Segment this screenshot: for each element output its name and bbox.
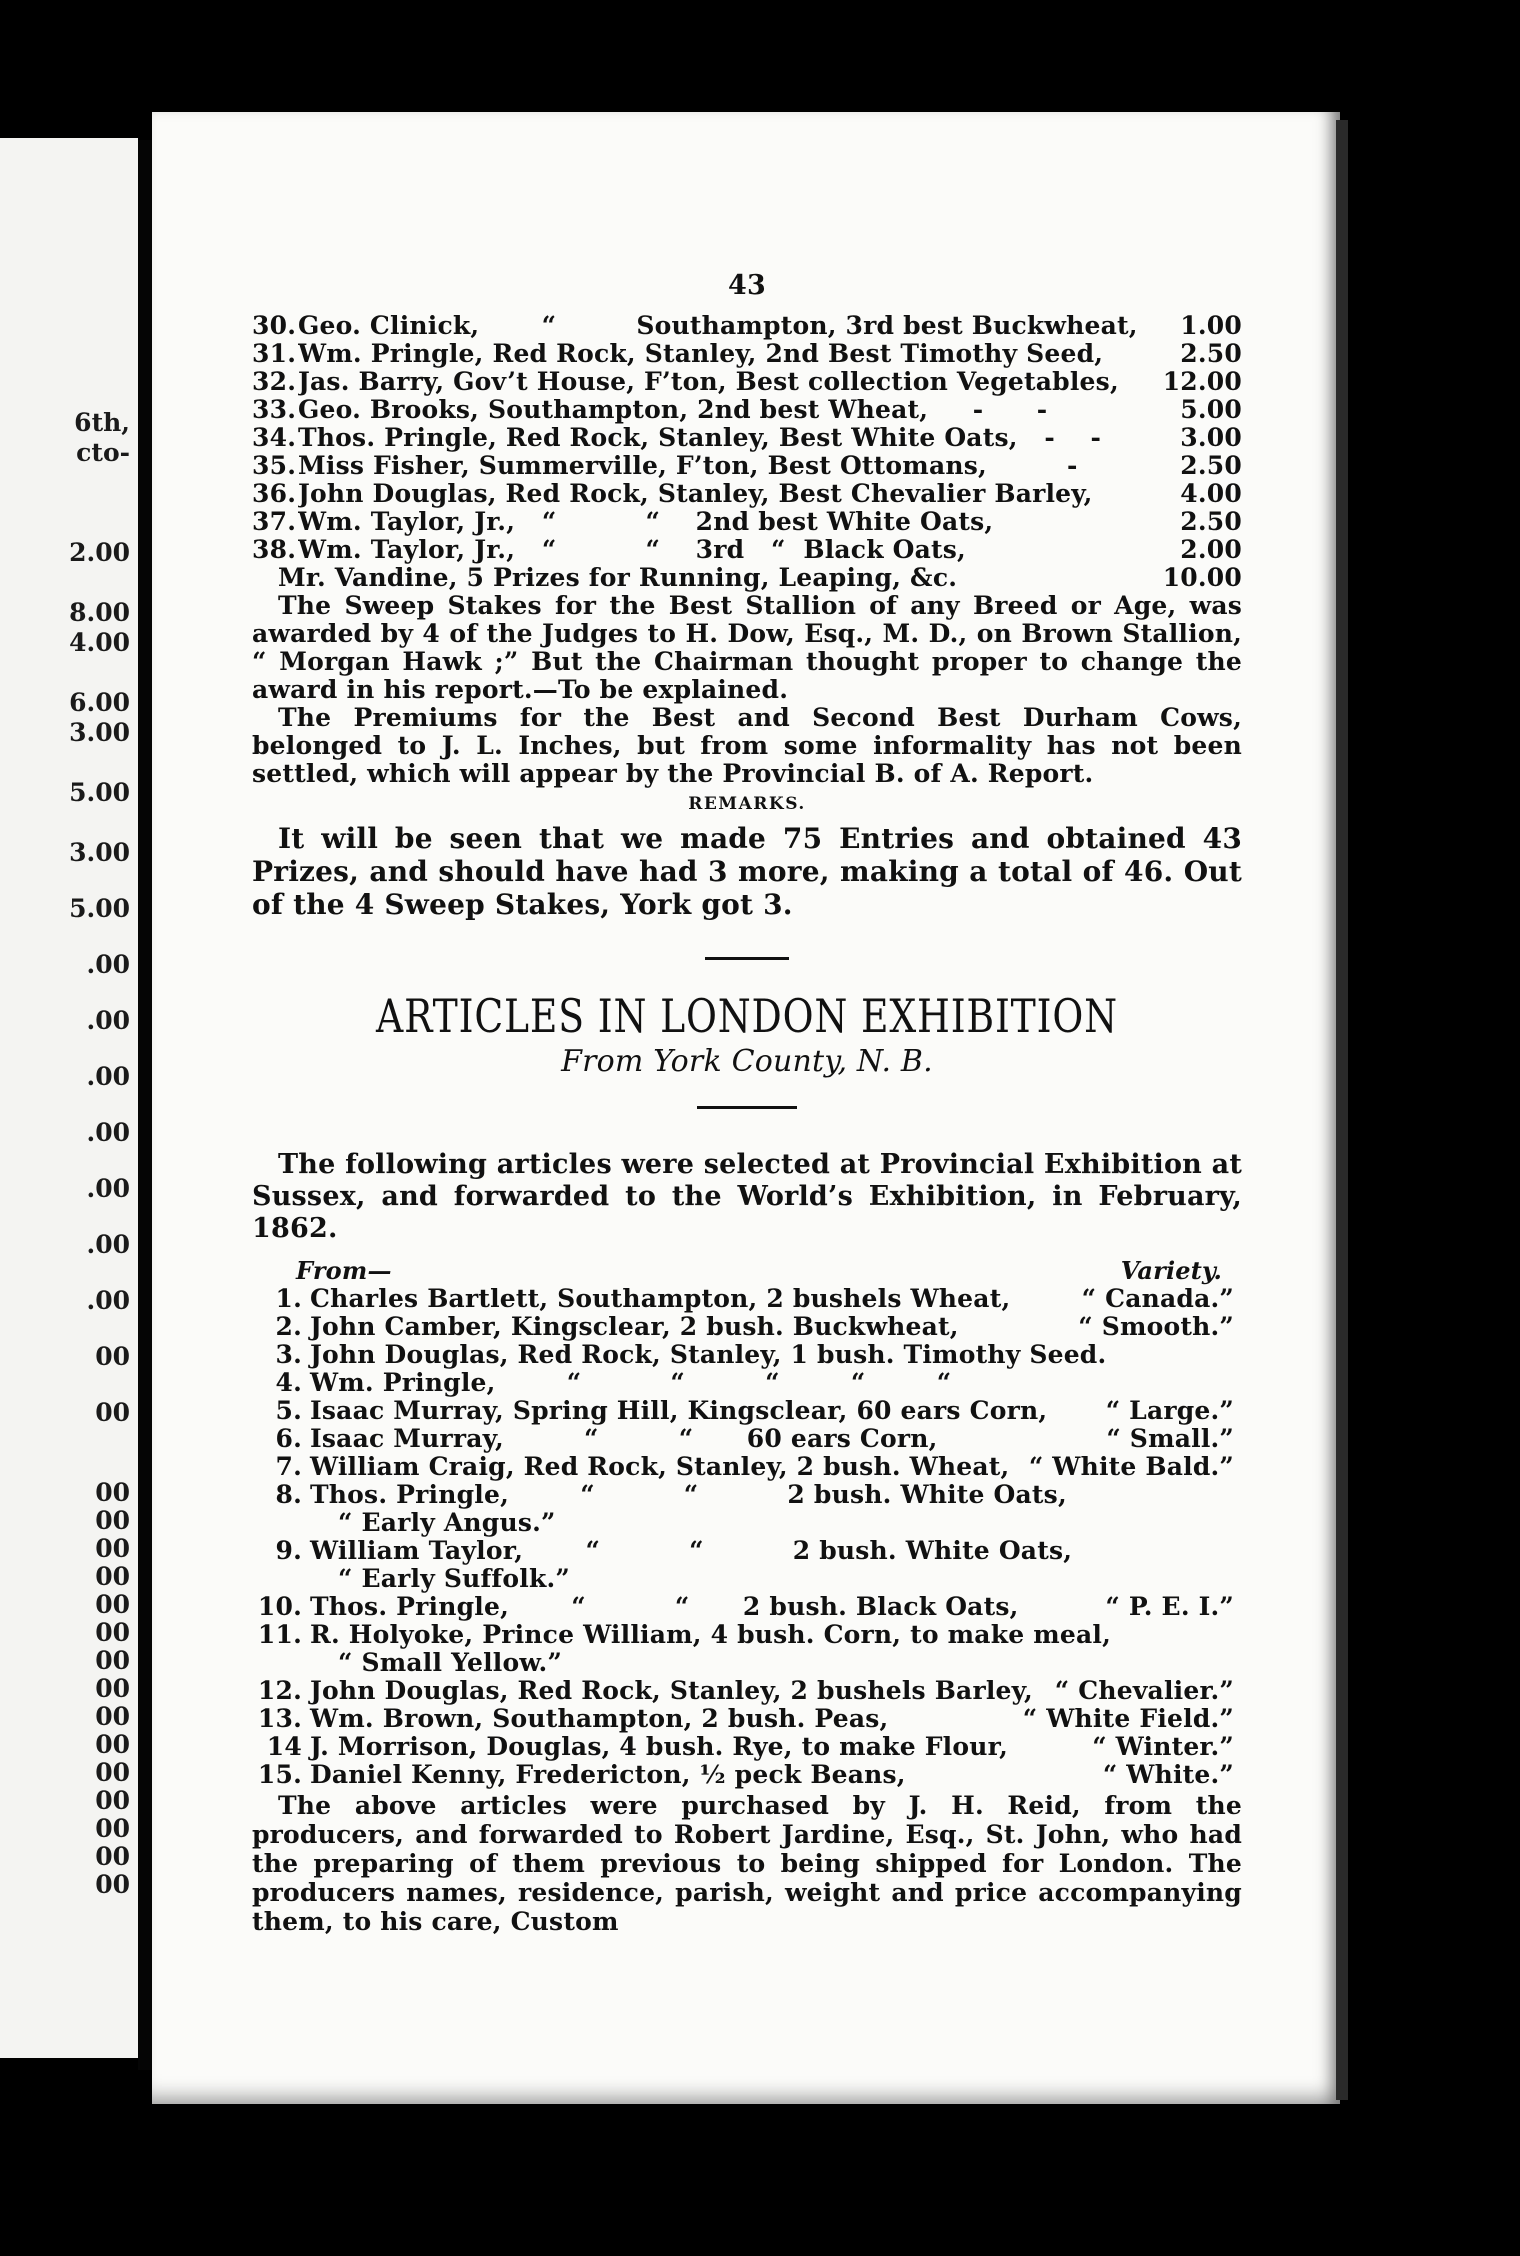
left-page-fragment: 00 [95, 1674, 130, 1703]
prize-text: Wm. Taylor, Jr., “ “ 3rd “ Black Oats, [298, 536, 966, 564]
left-page-fragment: 2.00 [69, 538, 130, 567]
article-number: 10. [257, 1592, 302, 1621]
prize-text: John Douglas, Red Rock, Stanley, Best Chevalier Barley, [298, 480, 1093, 508]
left-page-fragment: 00 [95, 1618, 130, 1647]
article-variety: “ P. E. I.” [1105, 1592, 1234, 1621]
prize-text: Miss Fisher, Summerville, F’ton, Best Ottomans, - [298, 452, 1078, 480]
vandine-text: Mr. Vandine, 5 Prizes for Running, Leaping, &c. [278, 564, 958, 592]
article-text: J. Morrison, Douglas, 4 bush. Rye, to make Flour, [310, 1732, 1009, 1761]
article-number: 4. [275, 1368, 302, 1397]
left-page-fragment: 00 [95, 1646, 130, 1675]
prize-amount: 5.00 [1180, 395, 1242, 424]
article-row [252, 1425, 1242, 1453]
article-text: William Taylor, “ “ 2 bush. White Oats, [310, 1536, 1073, 1565]
prize-number: 32. [252, 367, 297, 396]
article-text: Isaac Murray, Spring Hill, Kingsclear, 60 ears Corn, [310, 1396, 1048, 1425]
articles-list [252, 1285, 1242, 1789]
prize-row [252, 312, 1242, 340]
prize-row [252, 508, 1242, 536]
column-variety: Variety. [1120, 1256, 1222, 1285]
article-variety: “ White Bald.” [1028, 1452, 1234, 1481]
divider-rule-2 [697, 1106, 797, 1109]
article-text: John Douglas, Red Rock, Stanley, 1 bush. Timothy Seed. [310, 1340, 1107, 1369]
prize-number: 33. [252, 395, 297, 424]
left-page-fragment: 3.00 [69, 718, 130, 747]
article-number: 5. [275, 1396, 302, 1425]
left-page-fragment: 00 [95, 1562, 130, 1591]
prize-row [252, 396, 1242, 424]
prize-amount: 2.00 [1180, 535, 1242, 564]
article-row [252, 1761, 1242, 1789]
article-text: R. Holyoke, Prince William, 4 bush. Corn, to make meal, [310, 1620, 1111, 1649]
prize-number: 38. [252, 535, 297, 564]
article-number: 15. [257, 1760, 302, 1789]
article-number: 11. [257, 1620, 302, 1649]
left-page-fragment: 00 [95, 1870, 130, 1899]
left-page-fragment: 8.00 [69, 598, 130, 627]
article-variety-continuation: “ Early Suffolk.” [338, 1564, 570, 1593]
article-text: Thos. Pringle, “ “ 2 bush. Black Oats, [310, 1592, 1019, 1621]
column-from: From— [296, 1256, 392, 1285]
prize-amount: 3.00 [1180, 423, 1242, 452]
left-page-fragment: 5.00 [69, 778, 130, 807]
prize-list [252, 312, 1242, 564]
article-row [252, 1593, 1242, 1621]
prize-text: Wm. Taylor, Jr., “ “ 2nd best White Oats, [298, 508, 994, 536]
prize-text: Geo. Clinick, “ Southampton, 3rd best Buckwheat, [298, 312, 1138, 340]
prize-amount: 1.00 [1180, 311, 1242, 340]
section-heading: ARTICLES IN LONDON EXHIBITION [376, 989, 1118, 1043]
left-page-fragment: .00 [86, 1286, 130, 1315]
left-page-fragment: .00 [86, 1230, 130, 1259]
article-row [252, 1285, 1242, 1313]
article-variety-continuation: “ Small Yellow.” [338, 1648, 563, 1677]
vandine-row [252, 564, 1242, 592]
article-row [252, 1369, 1242, 1397]
prize-number: 35. [252, 451, 297, 480]
article-variety: “ Smooth.” [1078, 1312, 1234, 1341]
prize-text: Wm. Pringle, Red Rock, Stanley, 2nd Best Timothy Seed, [298, 340, 1104, 368]
left-page-fragment: 00 [95, 1758, 130, 1787]
left-page-fragment: 4.00 [69, 628, 130, 657]
left-page-fragment: 5.00 [69, 894, 130, 923]
article-row [252, 1621, 1242, 1649]
prize-number: 34. [252, 423, 297, 452]
left-page-fragment: 00 [95, 1398, 130, 1427]
left-page-fragment: 3.00 [69, 838, 130, 867]
intro-paragraph: The following articles were selected at Provincial Exhibition at Sussex, and forwarded to the World’s Exhibition, in February, 1862. [252, 1149, 1242, 1244]
left-page-fragment: 00 [95, 1478, 130, 1507]
article-row [252, 1677, 1242, 1705]
article-number: 12. [257, 1676, 302, 1705]
page-edge [1336, 120, 1348, 2100]
prize-number: 30. [252, 311, 297, 340]
left-page-fragment: 6th, [74, 408, 130, 437]
article-variety: “ Chevalier.” [1054, 1676, 1234, 1705]
page-number: 43 [728, 270, 766, 301]
article-row [252, 1397, 1242, 1425]
document-page [152, 112, 1340, 2104]
left-page-fragment: 00 [95, 1786, 130, 1815]
left-page-fragment: .00 [86, 1174, 130, 1203]
column-headers [252, 1257, 1242, 1285]
prize-amount: 4.00 [1180, 479, 1242, 508]
article-number: 3. [275, 1340, 302, 1369]
left-page-fragment: cto- [76, 438, 130, 467]
vandine-amount: 10.00 [1162, 563, 1242, 592]
remarks-heading: REMARKS. [688, 794, 806, 814]
premiums-paragraph: The Premiums for the Best and Second Best Durham Cows, belonged to J. L. Inches, but from some informality has not been settled, which will appear by the Provincial B. of A. Report. [252, 703, 1242, 788]
article-number: 6. [275, 1424, 302, 1453]
left-page-fragment: .00 [86, 1118, 130, 1147]
left-page-fragment: .00 [86, 950, 130, 979]
article-number: 8. [275, 1480, 302, 1509]
left-facing-page [0, 138, 138, 2058]
left-page-fragment: 00 [95, 1534, 130, 1563]
article-variety: “ Canada.” [1081, 1284, 1234, 1313]
article-text: Wm. Brown, Southampton, 2 bush. Peas, [310, 1704, 889, 1733]
article-variety: “ White.” [1102, 1760, 1234, 1789]
prize-text: Jas. Barry, Gov’t House, F’ton, Best collection Vegetables, [298, 368, 1119, 396]
prize-row [252, 452, 1242, 480]
prize-number: 37. [252, 507, 297, 536]
left-page-fragment: 00 [95, 1506, 130, 1535]
article-row [252, 1453, 1242, 1481]
prize-row [252, 340, 1242, 368]
article-text: Charles Bartlett, Southampton, 2 bushels Wheat, [310, 1284, 1011, 1313]
closing-paragraph: The above articles were purchased by J. H. Reid, from the producers, and forwarded to Robert Jardine, Esq., St. John, who had the preparing of them previous to being shipped for London. The producers names, residence, parish, weight and price accompanying them, to his care, Custom [252, 1791, 1242, 1936]
article-number: 13. [257, 1704, 302, 1733]
article-number: 7. [275, 1452, 302, 1481]
article-variety: “ Winter.” [1092, 1732, 1234, 1761]
left-page-fragment: 00 [95, 1730, 130, 1759]
prize-amount: 2.50 [1180, 339, 1242, 368]
article-number: 1. [275, 1284, 302, 1313]
article-row [252, 1733, 1242, 1761]
prize-row [252, 424, 1242, 452]
article-number: 2. [275, 1312, 302, 1341]
section-subheading: From York County, N. B. [561, 1044, 933, 1079]
left-page-fragment: 00 [95, 1814, 130, 1843]
remarks-paragraph: It will be seen that we made 75 Entries and obtained 43 Prizes, and should have had 3 more, making a total of 46. Out of the 4 Sweep Stakes, York got 3. [252, 822, 1242, 921]
left-page-fragment: 00 [95, 1842, 130, 1871]
article-variety: “ Large.” [1105, 1396, 1234, 1425]
article-text: John Camber, Kingsclear, 2 bush. Buckwheat, [310, 1312, 959, 1341]
prize-text: Geo. Brooks, Southampton, 2nd best Wheat, - - [298, 396, 1048, 424]
article-row [252, 1537, 1242, 1565]
sweep-stakes-paragraph: The Sweep Stakes for the Best Stallion of any Breed or Age, was awarded by 4 of the Judges to H. Dow, Esq., M. D., on Brown Stallion, “ Morgan Hawk ;” But the Chairman thought proper to change the award in his report.—To be explained. [252, 591, 1242, 704]
divider-rule [705, 957, 789, 960]
article-row [252, 1313, 1242, 1341]
prize-number: 36. [252, 479, 297, 508]
prize-row [252, 480, 1242, 508]
prize-amount: 2.50 [1180, 451, 1242, 480]
article-text: Daniel Kenny, Fredericton, ½ peck Beans, [310, 1760, 906, 1789]
prize-row [252, 368, 1242, 396]
left-page-fragment: 00 [95, 1342, 130, 1371]
prize-amount: 12.00 [1162, 367, 1242, 396]
article-row [252, 1705, 1242, 1733]
prize-text: Thos. Pringle, Red Rock, Stanley, Best White Oats, - - [298, 424, 1102, 452]
article-variety: “ Small.” [1106, 1424, 1234, 1453]
article-text: Isaac Murray, “ “ 60 ears Corn, [310, 1424, 938, 1453]
article-variety-continuation: “ Early Angus.” [338, 1508, 556, 1537]
article-number: 9. [275, 1536, 302, 1565]
left-page-fragment: 00 [95, 1702, 130, 1731]
article-variety: “ White Field.” [1022, 1704, 1234, 1733]
article-text: Thos. Pringle, “ “ 2 bush. White Oats, [310, 1480, 1067, 1509]
prize-amount: 2.50 [1180, 507, 1242, 536]
article-text: John Douglas, Red Rock, Stanley, 2 bushels Barley, [310, 1676, 1033, 1705]
article-row [252, 1481, 1242, 1509]
prize-row [252, 536, 1242, 564]
article-text: Wm. Pringle, “ “ “ “ “ [310, 1368, 952, 1397]
prize-number: 31. [252, 339, 297, 368]
article-number: 14 [266, 1732, 302, 1761]
page-gutter [138, 140, 152, 2070]
left-page-fragment: 6.00 [69, 688, 130, 717]
article-row [252, 1341, 1242, 1369]
article-text: William Craig, Red Rock, Stanley, 2 bush. Wheat, [310, 1452, 1010, 1481]
left-page-fragment: .00 [86, 1006, 130, 1035]
page-content [252, 272, 1242, 1936]
left-page-fragment: .00 [86, 1062, 130, 1091]
left-page-fragment: 00 [95, 1590, 130, 1619]
